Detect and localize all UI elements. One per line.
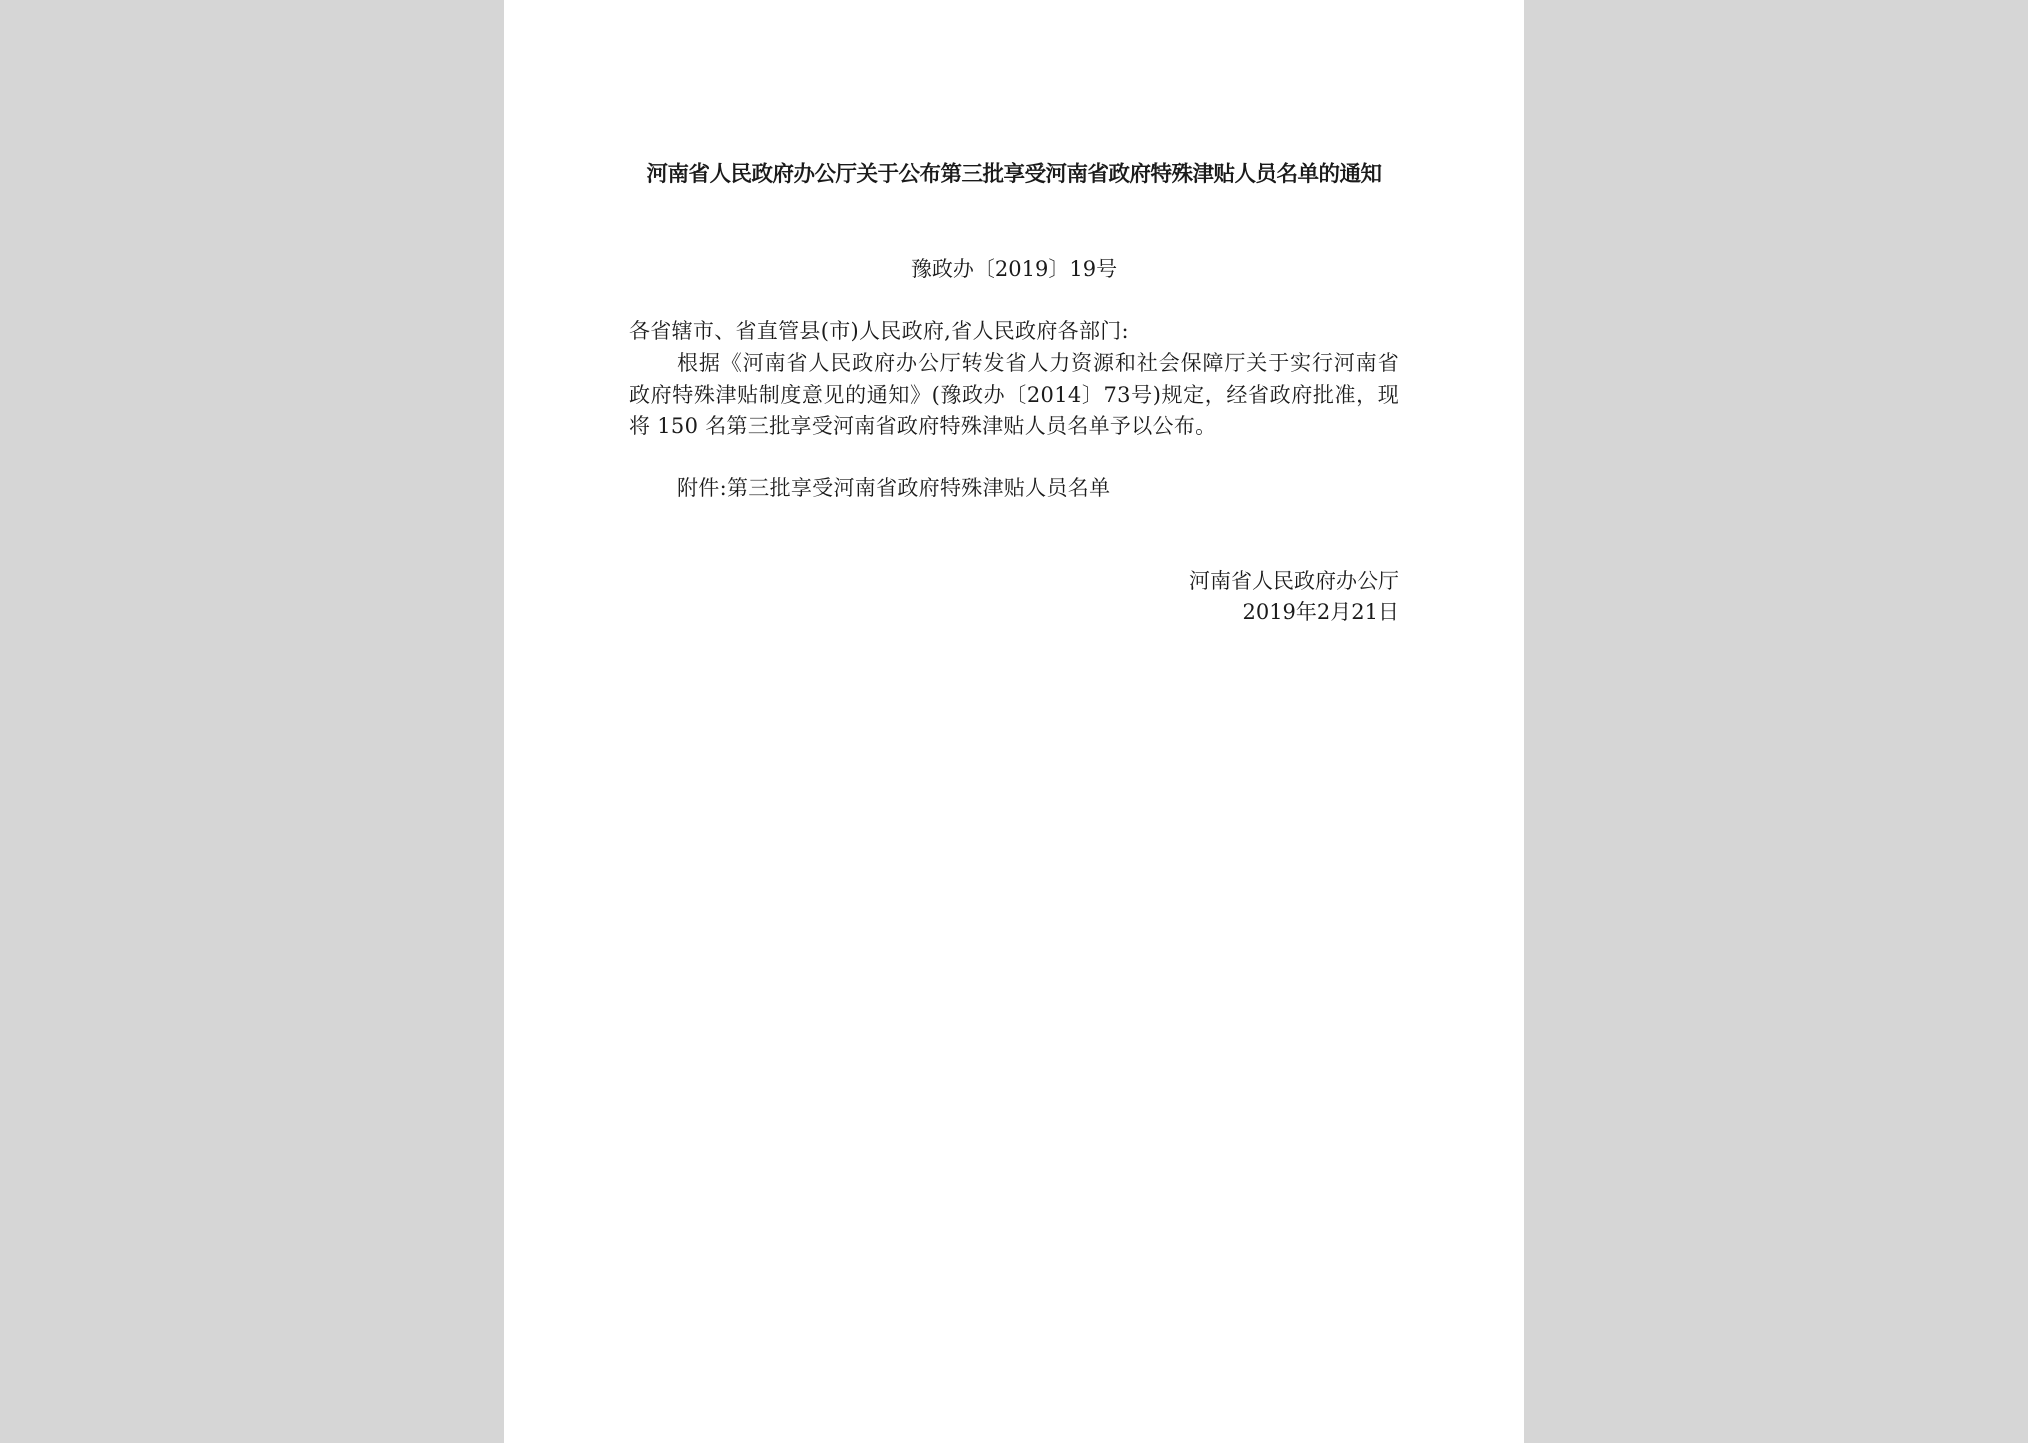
body-paragraph: 根据《河南省人民政府办公厅转发省人力资源和社会保障厅关于实行河南省政府特殊津贴制度意见的通知》(豫政办〔2014〕73号)规定，经省政府批准，现将 150 名第三批享受河南省政府特殊津贴人员名单予以公布。 [629,351,1399,438]
document-title: 河南省人民政府办公厅关于公布第三批享受河南省政府特殊津贴人员名单的通知 [646,162,1382,187]
attachment-line: 附件:第三批享受河南省政府特殊津贴人员名单 [677,476,1111,500]
document-page [504,0,1524,1443]
signature-organization: 河南省人民政府办公厅 [1189,569,1399,593]
document-number: 豫政办〔2019〕19号 [910,257,1118,281]
signature-date: 2019年2月21日 [1242,600,1399,624]
addressee: 各省辖市、省直管县(市)人民政府,省人民政府各部门: [629,319,1129,343]
